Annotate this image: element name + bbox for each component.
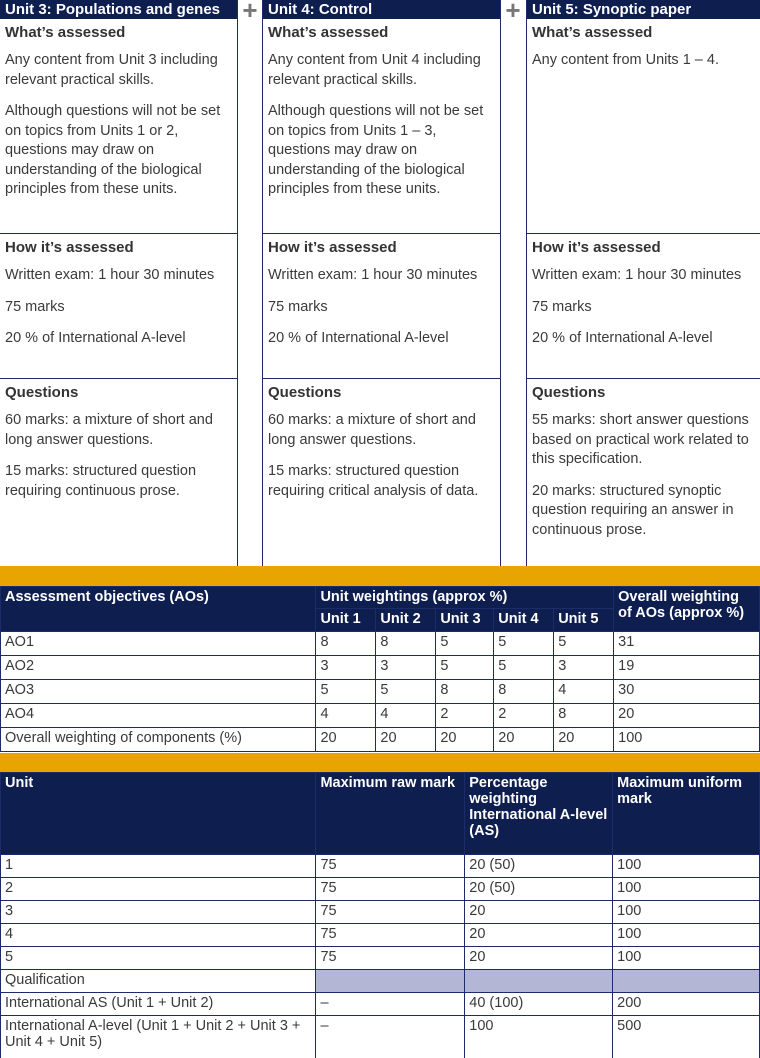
cell: 3 [1,901,316,924]
row-label: AO2 [1,656,316,680]
questions-section [527,379,760,565]
section-text: 75 marks [5,298,65,315]
table-row [1,1016,760,1058]
section-text: Any content from Unit 4 including relevant practical skills. [268,52,481,88]
row-label: AO3 [1,680,316,704]
section-text: 60 marks: a mixture of short and long answer questions. [268,412,476,448]
ao-header: Assessment objectives (AOs) [1,587,316,632]
plus-icon: + [242,0,258,25]
cell: 5 [436,656,494,680]
gold-divider [0,753,760,772]
cell: 500 [613,1016,760,1058]
cell: 4 [554,680,614,704]
assessment-objectives-table [0,586,760,752]
cell [316,970,465,993]
qualification-row [1,970,760,993]
section-text: Any content from Units 1 – 4. [532,52,719,68]
cell: 200 [613,993,760,1016]
unit-title: Unit 3: Populations and genes [0,0,237,19]
cell: 100 [465,1016,613,1058]
cell: 2 [436,704,494,728]
cell: – [316,993,465,1016]
cell: 5 [494,656,554,680]
cell: 75 [316,924,465,947]
cell: 100 [613,947,760,970]
section-text: Written exam: 1 hour 30 minutes [532,267,742,283]
cell [613,970,760,993]
unit-header: Unit [1,773,316,855]
cell: 5 [316,680,376,704]
table-row [1,680,760,704]
cell: 100 [613,901,760,924]
cell: 8 [376,632,436,656]
cell: 31 [614,632,760,656]
cell: 20 [494,728,554,752]
cell: 20 (50) [465,855,613,878]
section-heading: What’s assessed [532,24,653,41]
section-text: Any content from Unit 3 including relevant practical skills. [5,52,218,88]
cell: 1 [1,855,316,878]
cell: 3 [376,656,436,680]
unit-col-header: Unit 1 [316,609,376,632]
whats-assessed-section [0,19,237,234]
cell: 100 [613,878,760,901]
cell: 5 [1,947,316,970]
cell: 75 [316,878,465,901]
questions-section [263,379,500,565]
table-row [1,878,760,901]
cell: 100 [613,924,760,947]
max-uniform-header: Maximum uniform mark [613,773,760,855]
cell: 20 [465,924,613,947]
section-text: 20 % of International A-level [5,330,186,346]
table-row [1,993,760,1016]
cell: 4 [316,704,376,728]
cell: 100 [613,855,760,878]
unit-3-column [0,0,238,566]
section-heading: How it’s assessed [532,239,661,256]
how-assessed-section [263,234,500,379]
whats-assessed-section [527,19,760,234]
cell: 2 [494,704,554,728]
unit-title: Unit 5: Synoptic paper [527,0,760,19]
unit-col-header: Unit 4 [494,609,554,632]
section-text: 20 % of International A-level [532,330,713,346]
max-raw-header: Maximum raw mark [316,773,465,855]
table-row [1,924,760,947]
cell: International A-level (Unit 1 + Unit 2 + Unit 3 + Unit 4 + Unit 5) [1,1016,316,1058]
how-assessed-section [527,234,760,379]
table-row [1,728,760,752]
cell: 8 [316,632,376,656]
unit-title: Unit 4: Control [263,0,500,19]
cell: 4 [376,704,436,728]
cell: 20 [376,728,436,752]
section-text: 60 marks: a mixture of short and long answer questions. [5,412,213,448]
cell: 100 [614,728,760,752]
table-row [1,901,760,924]
plus-icon: + [505,0,521,25]
percentage-header: Percentage weighting International A-level (AS) [465,773,613,855]
table-row [1,704,760,728]
how-assessed-section [0,234,237,379]
table-row [1,656,760,680]
cell: 75 [316,947,465,970]
section-text: 15 marks: structured question requiring critical analysis of data. [268,463,479,499]
row-label: Overall weighting of components (%) [1,728,316,752]
unit-5-column [526,0,760,566]
unit-weightings-header: Unit weightings (approx %) [316,587,614,609]
section-text: 20 % of International A-level [268,330,449,346]
row-label: AO4 [1,704,316,728]
section-text: 15 marks: structured question requiring continuous prose. [5,463,197,499]
table-row [1,947,760,970]
cell: 20 [465,901,613,924]
section-text: 55 marks: short answer questions based on practical work related to this specification. [532,412,749,467]
unit-4-column [262,0,501,566]
unit-col-header: Unit 5 [554,609,614,632]
section-heading: How it’s assessed [268,239,397,256]
cell: 8 [494,680,554,704]
cell: 20 (50) [465,878,613,901]
cell: 30 [614,680,760,704]
overall-ao-header: Overall weighting of AOs (approx %) [614,587,760,632]
cell: 40 (100) [465,993,613,1016]
section-text: Although questions will not be set on topics from Units 1 – 3, questions may draw on understanding of the biological principles from these units. [268,103,484,197]
questions-section [0,379,237,565]
cell: 3 [554,656,614,680]
section-text: Written exam: 1 hour 30 minutes [5,267,215,283]
cell: 8 [436,680,494,704]
cell: 5 [554,632,614,656]
section-text: Written exam: 1 hour 30 minutes [268,267,478,283]
marks-table [0,772,760,1058]
section-heading: How it’s assessed [5,239,134,256]
cell: 8 [554,704,614,728]
section-text: 75 marks [268,298,328,315]
section-heading: What’s assessed [5,24,126,41]
qualification-label: Qualification [1,970,316,993]
table-row [1,632,760,656]
section-heading: Questions [5,384,79,401]
table-row [1,855,760,878]
section-heading: What’s assessed [268,24,389,41]
gold-divider [0,566,760,586]
cell: 75 [316,901,465,924]
cell: 5 [376,680,436,704]
unit-col-header: Unit 2 [376,609,436,632]
cell: 4 [1,924,316,947]
row-label: AO1 [1,632,316,656]
cell: 20 [316,728,376,752]
cell: 20 [554,728,614,752]
whats-assessed-section [263,19,500,234]
cell: 75 [316,855,465,878]
unit-col-header: Unit 3 [436,609,494,632]
section-heading: Questions [268,384,342,401]
section-text: 20 marks: structured synoptic question requiring an answer in continuous prose. [532,482,734,538]
cell: 20 [436,728,494,752]
cell: 19 [614,656,760,680]
cell: – [316,1016,465,1058]
section-text: 75 marks [532,298,592,315]
cell: International AS (Unit 1 + Unit 2) [1,993,316,1016]
cell: 5 [494,632,554,656]
section-heading: Questions [532,384,606,401]
cell: 20 [465,947,613,970]
cell [465,970,613,993]
cell: 2 [1,878,316,901]
cell: 20 [614,704,760,728]
cell: 3 [316,656,376,680]
cell: 5 [436,632,494,656]
section-text: Although questions will not be set on topics from Units 1 or 2, questions may draw on understanding of the biological principles from these units. [5,103,221,197]
